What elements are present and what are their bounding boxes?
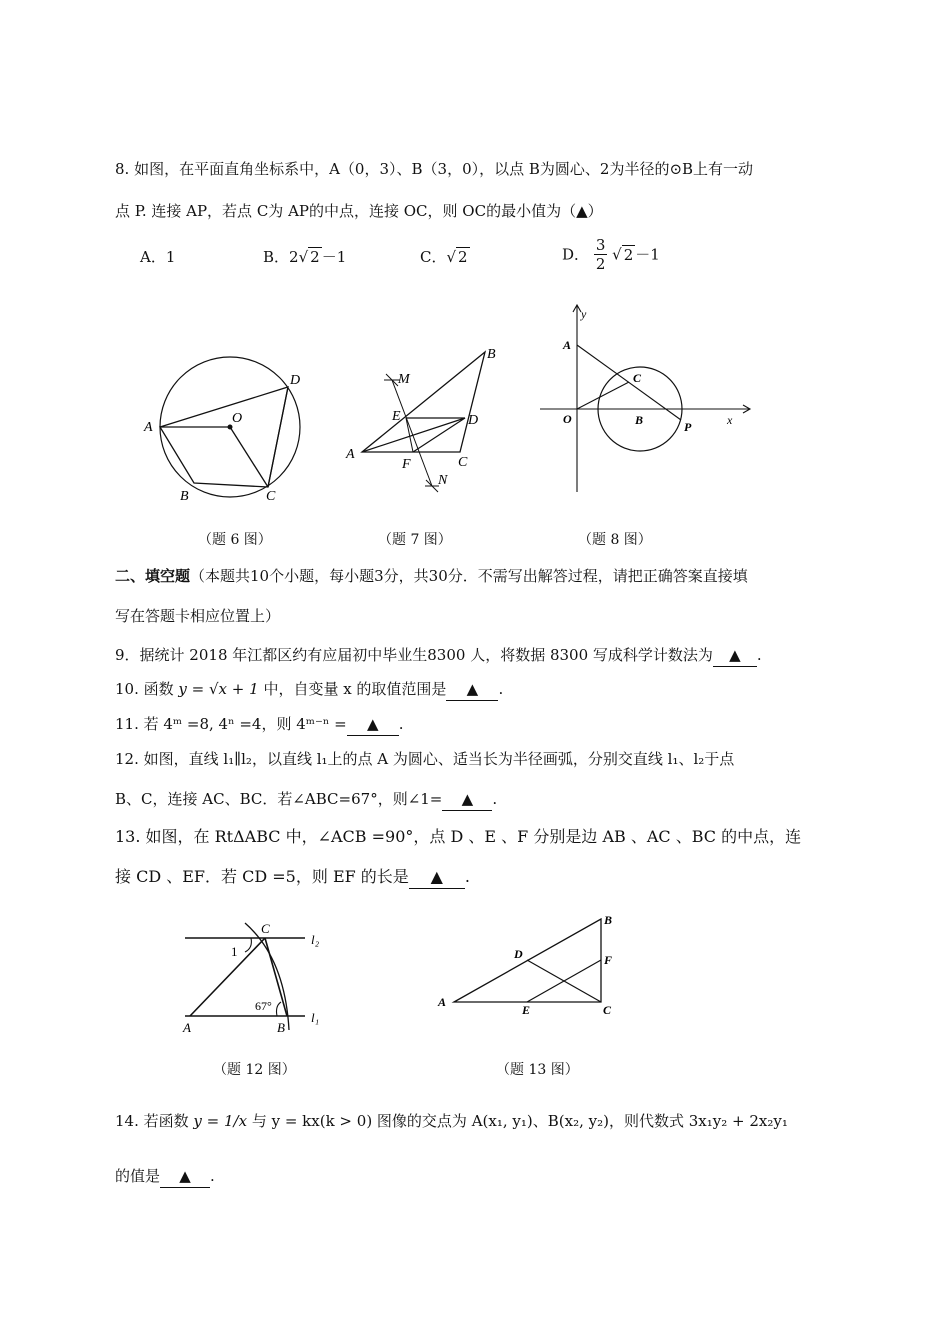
q10: 10. 函数 y = √x + 1 中，自变量 x 的取值范围是 ▲ .	[115, 678, 503, 701]
q14-line1: 14. 若函数 y = 1/x 与 y = kx(k > 0) 图像的交点为 A(x₁, y₁)、B(x₂, y₂)，则代数式 3x₁y₂ + 2x₂y₁	[115, 1112, 788, 1130]
q8-option-b: B．2√ 2 －1	[263, 248, 347, 266]
q9: 9．据统计 2018 年江都区约有应届初中毕业生8300 人，将数据 8300 写成科学计数法为 ▲ .	[115, 644, 762, 667]
fig12-label-a: A	[183, 1020, 191, 1035]
fig6-label-a: A	[144, 420, 153, 435]
section2-text2: 写在答题卡相应位置上）	[115, 607, 281, 625]
fig13-label-a: A	[438, 995, 447, 1009]
figure-13	[430, 910, 630, 1020]
fig13-label-b: B	[604, 913, 613, 927]
fig12-label-l1: l₁	[311, 1010, 320, 1025]
fig8-label-o: O	[563, 412, 572, 426]
fig6-caption: （题 6 图）	[198, 532, 272, 548]
fig8-caption: （题 8 图）	[578, 532, 652, 548]
fig7-label-f: F	[402, 457, 411, 472]
fig7-label-e: E	[392, 409, 401, 424]
q8-line2: 点 P. 连接 AP，若点 C为 AP的中点，连接 OC，则 OC的最小值为（▲）	[115, 202, 603, 220]
fig13-label-c: C	[603, 1003, 612, 1017]
fig13-label-f: F	[604, 953, 613, 967]
fig12-label-67: 67°	[255, 999, 272, 1013]
q12-line1: 12. 如图，直线 l₁∥l₂，以直线 l₁上的点 A 为圆心、适当长为半径画弧，分别交直线 l₁、l₂于点	[115, 750, 735, 768]
q8-option-c: C．√ 2	[420, 248, 468, 266]
figure-8	[535, 300, 765, 500]
fig13-caption: （题 13 图）	[496, 1062, 579, 1078]
q11: 11. 若 4ᵐ =8, 4ⁿ =4，则 4ᵐ⁻ⁿ = ▲ .	[115, 713, 404, 736]
section2-header: 二、填空题（本题共10个小题，每小题3分，共30分．不需写出解答过程，请把正确答案直接填	[115, 567, 748, 585]
fig8-label-b: B	[635, 413, 644, 427]
fig7-label-m: M	[398, 372, 410, 387]
fig7-label-b: B	[487, 347, 496, 362]
fig6-label-o: O	[232, 411, 243, 426]
q8-option-d: D． $\frac{3}{2}$ √ 2 －1	[562, 236, 660, 273]
q8-line1: 8. 如图，在平面直角坐标系中，A（0，3）、B（3，0），以点 B为圆心、2为半径的⊙B上有一动	[115, 160, 754, 178]
fig8-label-x: x	[727, 413, 733, 427]
fig6-label-b: B	[180, 489, 189, 504]
fig12-caption: （题 12 图）	[213, 1062, 296, 1078]
q14-line2: 的值是 ▲ .	[115, 1165, 215, 1188]
fig7-label-d: D	[468, 413, 479, 428]
q12-line2: B、C，连接 AC、BC．若∠ABC=67°，则∠1= ▲ .	[115, 788, 497, 811]
fig12-label-l2: l₂	[311, 932, 320, 947]
fig7-label-c: C	[458, 455, 468, 470]
q13-line2: 接 CD 、EF．若 CD =5，则 EF 的长是 ▲ .	[115, 866, 470, 889]
figure-12	[175, 918, 345, 1038]
q13-line1: 13. 如图，在 RtΔABC 中，∠ACB =90°，点 D 、E 、F 分别是边 AB 、AC 、BC 的中点，连	[115, 827, 802, 846]
figure-6	[140, 350, 320, 510]
fig7-label-n: N	[438, 473, 448, 488]
figure-7	[340, 340, 520, 500]
fig8-label-y: y	[581, 307, 587, 321]
fig12-label-1: 1	[231, 944, 238, 959]
fig8-label-c: C	[633, 371, 642, 385]
fig7-caption: （题 7 图）	[378, 532, 452, 548]
fig8-label-a: A	[563, 338, 572, 352]
q8-option-a: A．1	[140, 248, 176, 266]
fig8-label-p: P	[684, 420, 692, 434]
fig6-label-d: D	[290, 373, 301, 388]
fig12-label-c: C	[261, 921, 270, 936]
fig12-label-b: B	[277, 1020, 285, 1035]
fig13-label-d: D	[514, 947, 523, 961]
fig7-label-a: A	[346, 447, 355, 462]
fig13-label-e: E	[522, 1003, 531, 1017]
fig6-label-c: C	[266, 489, 276, 504]
